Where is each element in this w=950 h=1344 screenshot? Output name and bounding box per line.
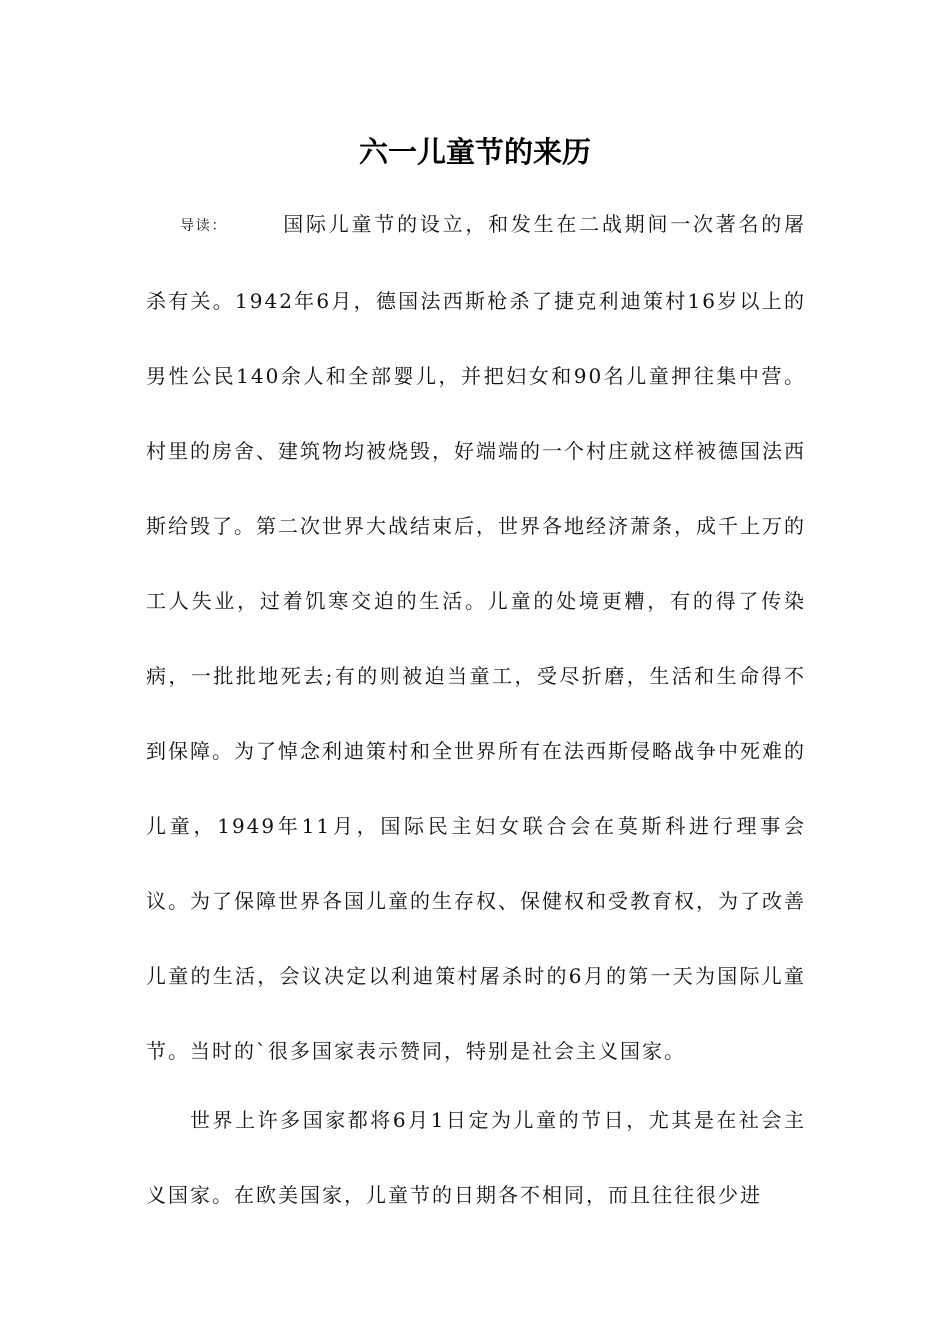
document-title: 六一儿童节的来历: [358, 135, 591, 169]
paragraph-2: 世界上许多国家都将6月1日定为儿童的节日，尤其是在社会主义国家。在欧美国家，儿童节的日期各不相同，而且往往很少进: [146, 1108, 806, 1207]
lead-label: 导读：: [180, 218, 228, 234]
paragraph-1-text: 国际儿童节的设立，和发生在二战期间一次著名的屠杀有关。1942年6月，德国法西斯枪杀了捷克利迪策村16岁以上的男性公民140余人和全部婴儿，并把妇女和90名儿童押往集中营。村里的房舍、建筑物均被烧毁，好端端的一个村庄就这样被德国法西斯给毁了。第二次世界大战结束后，世界各地经济萧条，成千上万的工人失业，过着饥寒交迫的生活。儿童的处境更糟，有的得了传染病，一批批地死去;有的则被迫当童工，受尽折磨，生活和生命得不到保障。为了悼念利迪策村和全世界所有在法西斯侵略战争中死难的儿童，1949年11月，国际民主妇女联合会在莫斯科进行理事会议。为了保障世界各国儿童的生存权、保健权和受教育权，为了改善儿童的生活，会议决定以利迪策村屠杀时的6月的第一天为国际儿童节。当时的`很多国家表示赞同，特别是社会主义国家。: [146, 212, 807, 1063]
paragraph-1: [146, 187, 806, 1089]
